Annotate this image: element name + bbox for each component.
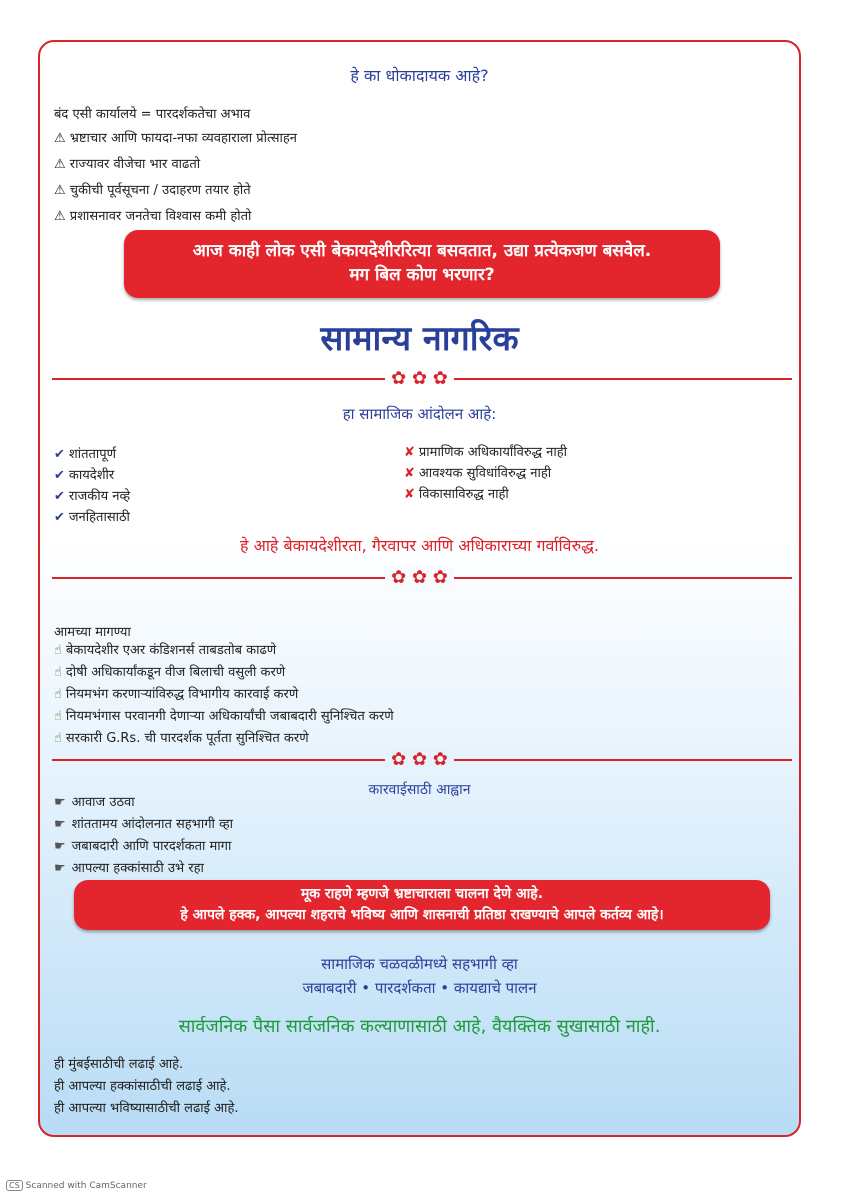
join-movement-line: सामाजिक चळवळीमध्ये सहभागी व्हा	[321, 955, 518, 973]
list-item: ✘ प्रामाणिक अधिकार्यांविरुद्ध नाही	[404, 445, 567, 460]
list-item: ☛ आपल्या हक्कांसाठी उभे रहा	[54, 861, 204, 876]
movement-is-not-list	[404, 442, 567, 505]
actions-list	[54, 792, 233, 880]
movement-heading: हा सामाजिक आंदोलन आहे:	[342, 405, 497, 423]
banner-bottom-line2: हे आपले हक्क, आपल्या शहराचे भविष्य आणि शासनाची प्रतिष्ठा राखण्याचे आपले कर्तव्य आहे।	[180, 907, 664, 923]
check-icon: ✔	[54, 447, 65, 462]
check-icon: ✔	[54, 468, 65, 483]
flower-ornament-icon: ✿ ✿ ✿	[40, 751, 799, 769]
list-item: ✔ राजकीय नव्हे	[54, 489, 131, 504]
flower-ornament-icon: ✿ ✿ ✿	[40, 569, 799, 587]
risk-item: ⚠ राज्यावर वीजेचा भार वाढतो	[54, 157, 201, 172]
risk-item: ⚠ भ्रष्टाचार आणि फायदा-नफा व्यवहाराला प्रोत्साहन	[54, 131, 298, 146]
list-item: ✔ जनहितासाठी	[54, 510, 130, 525]
pointing-hand-icon: ☝	[54, 643, 62, 658]
check-icon: ✔	[54, 510, 65, 525]
call-to-action-heading: कारवाईसाठी आह्वान	[368, 782, 471, 798]
warning-icon: ⚠	[54, 183, 66, 198]
public-money-slogan: सार्वजनिक पैसा सार्वजनिक कल्याणासाठी आहे, वैयक्तिक सुखासाठी नाही.	[178, 1016, 661, 1037]
warning-icon: ⚠	[54, 157, 66, 172]
list-item: ☛ जबाबदारी आणि पारदर्शकता मागा	[54, 839, 232, 854]
cross-icon: ✘	[404, 445, 415, 460]
cross-icon: ✘	[404, 487, 415, 502]
list-item: ☛ शांततामय आंदोलनात सहभागी व्हा	[54, 817, 234, 832]
warning-icon: ⚠	[54, 209, 66, 224]
closing-line: ही मुंबईसाठीची लढाई आहे.	[54, 1057, 184, 1072]
pointing-hand-icon: ☝	[54, 687, 62, 702]
pointing-hand-icon: ☝	[54, 731, 62, 746]
pointing-hand-icon: ☝	[54, 709, 62, 724]
warning-icon: ⚠	[54, 131, 66, 146]
bottom-duty-banner	[74, 880, 770, 930]
scanner-watermark	[6, 1180, 147, 1191]
main-title: सामान्य नागरिक	[320, 319, 519, 359]
list-item: ✘ आवश्यक सुविधांविरुद्ध नाही	[404, 466, 552, 481]
closing-line: ही आपल्या भविष्यासाठीची लढाई आहे.	[54, 1101, 239, 1116]
pointing-finger-icon: ☛	[54, 861, 66, 876]
risks-list	[54, 126, 297, 230]
list-item: ✔ शांततापूर्ण	[54, 447, 117, 462]
risk-item: ⚠ प्रशासनावर जनतेचा विश्वास कमी होतो	[54, 209, 252, 224]
movement-is-list	[54, 444, 130, 528]
demands-heading: आमच्या मागण्या	[54, 625, 131, 640]
list-item: ☝ दोषी अधिकार्यांकडून वीज बिलाची वसुली करणे	[54, 665, 286, 680]
list-item: ☝ नियमभंग करणाऱ्यांविरुद्ध विभागीय कारवाई करणे	[54, 687, 299, 702]
movement-statement: हे आहे बेकायदेशीरता, गैरवापर आणि अधिकाराच्या गर्वाविरुद्ध.	[239, 536, 600, 555]
cross-icon: ✘	[404, 466, 415, 481]
risk-item: ⚠ चुकीची पूर्वसूचना / उदाहरण तयार होते	[54, 183, 251, 198]
danger-question-heading: हे का धोकादायक आहे?	[350, 66, 489, 85]
risks-intro: बंद एसी कार्यालये = पारदर्शकतेचा अभाव	[54, 107, 251, 122]
demands-list	[54, 640, 394, 750]
scanner-text: Scanned with CamScanner	[25, 1181, 147, 1191]
list-item: ☝ बेकायदेशीर एअर कंडिशनर्स ताबडतोब काढणे	[54, 643, 277, 658]
closing-lines	[54, 1054, 238, 1120]
poster-frame	[38, 40, 801, 1137]
top-warning-banner	[124, 230, 720, 298]
pointing-finger-icon: ☛	[54, 839, 66, 854]
pointing-hand-icon: ☝	[54, 665, 62, 680]
flower-ornament-icon: ✿ ✿ ✿	[40, 370, 799, 388]
list-item: ☝ नियमभंगास परवानगी देणाऱ्या अधिकार्यांची जबाबदारी सुनिश्चित करणे	[54, 709, 394, 724]
list-item: ☛ आवाज उठवा	[54, 795, 135, 810]
pointing-finger-icon: ☛	[54, 817, 66, 832]
list-item: ✔ कायदेशीर	[54, 468, 115, 483]
scanner-badge: CS	[6, 1180, 23, 1191]
banner-top-line1: आज काही लोक एसी बेकायदेशीररित्या बसवतात, उद्या प्रत्येकजण बसवेल.	[192, 241, 652, 261]
list-item: ☝ सरकारी G.Rs. ची पारदर्शक पूर्तता सुनिश्चित करणे	[54, 731, 309, 746]
banner-bottom-line1: मूक राहणे म्हणजे भ्रष्टाचाराला चालना देणे आहे.	[300, 886, 544, 902]
list-item: ✘ विकासाविरुद्ध नाही	[404, 487, 509, 502]
check-icon: ✔	[54, 489, 65, 504]
banner-top-line2: मग बिल कोण भरणार?	[349, 265, 495, 285]
closing-line: ही आपल्या हक्कांसाठीची लढाई आहे.	[54, 1079, 231, 1094]
pointing-finger-icon: ☛	[54, 795, 66, 810]
values-line: जबाबदारी • पारदर्शकता • कायद्याचे पालन	[302, 979, 537, 997]
